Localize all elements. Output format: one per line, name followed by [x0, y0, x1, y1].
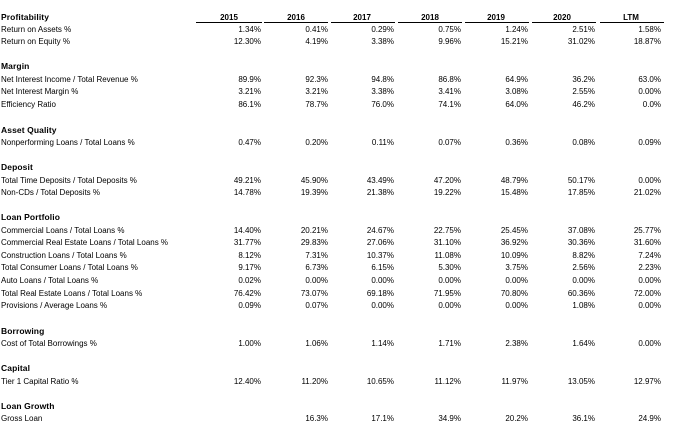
row-label: Net Interest Margin %: [1, 87, 79, 96]
year-header: 2018: [421, 13, 439, 22]
table-cell: 15.48%: [500, 188, 528, 197]
year-header: 2016: [287, 13, 305, 22]
table-cell: 45.90%: [300, 176, 328, 185]
table-cell: 17.85%: [567, 188, 595, 197]
section-title-borrowing: Borrowing: [1, 326, 45, 336]
section-title-margin: Margin: [1, 61, 30, 71]
table-cell: 20.2%: [505, 414, 528, 423]
table-cell: 86.1%: [238, 100, 261, 109]
table-cell: 0.36%: [505, 138, 528, 147]
row-label: Total Real Estate Loans / Total Loans %: [1, 289, 143, 298]
table-cell: 0.09%: [638, 138, 661, 147]
year-header: 2020: [553, 13, 571, 22]
table-cell: 31.02%: [567, 37, 595, 46]
header-underline: [264, 22, 328, 23]
table-cell: 0.00%: [638, 301, 661, 310]
table-cell: 2.23%: [638, 263, 661, 272]
header-underline: [600, 22, 664, 23]
table-cell: 0.09%: [238, 301, 261, 310]
table-row: [0, 187, 680, 198]
row-label: Total Consumer Loans / Total Loans %: [1, 263, 138, 272]
table-cell: 36.2%: [572, 75, 595, 84]
table-cell: 0.00%: [438, 276, 461, 285]
table-cell: 8.82%: [572, 251, 595, 260]
row-label: Commercial Real Estate Loans / Total Loans %: [1, 238, 169, 247]
table-cell: 70.80%: [500, 289, 528, 298]
section-title-profitability: Profitability: [1, 12, 50, 22]
table-cell: 6.15%: [371, 263, 394, 272]
year-header: LTM: [623, 13, 639, 22]
table-cell: 0.20%: [305, 138, 328, 147]
header-underline: [465, 22, 529, 23]
table-cell: 10.65%: [366, 377, 394, 386]
table-row: [0, 376, 680, 387]
table-cell: 24.67%: [366, 226, 394, 235]
table-cell: 0.00%: [505, 301, 528, 310]
table-cell: 1.14%: [371, 339, 394, 348]
table-cell: 29.83%: [300, 238, 328, 247]
table-cell: 72.00%: [633, 289, 661, 298]
table-cell: 0.00%: [638, 176, 661, 185]
table-cell: 1.34%: [238, 25, 261, 34]
table-cell: 31.10%: [433, 238, 461, 247]
table-cell: 1.08%: [572, 301, 595, 310]
table-cell: 1.24%: [505, 25, 528, 34]
table-cell: 2.56%: [572, 263, 595, 272]
table-cell: 9.17%: [238, 263, 261, 272]
table-cell: 15.21%: [500, 37, 528, 46]
table-cell: 76.0%: [371, 100, 394, 109]
header-underline: [331, 22, 395, 23]
table-cell: 20.21%: [300, 226, 328, 235]
table-row: [0, 225, 680, 236]
table-cell: 3.38%: [371, 37, 394, 46]
table-cell: 12.97%: [633, 377, 661, 386]
row-label: Auto Loans / Total Loans %: [1, 276, 99, 285]
table-row: [0, 262, 680, 273]
table-cell: 0.00%: [505, 276, 528, 285]
table-cell: 76.42%: [233, 289, 261, 298]
table-row: [0, 275, 680, 286]
table-row: [0, 300, 680, 311]
table-cell: 25.77%: [633, 226, 661, 235]
table-cell: 8.12%: [238, 251, 261, 260]
table-cell: 69.18%: [366, 289, 394, 298]
table-cell: 0.07%: [438, 138, 461, 147]
table-cell: 12.40%: [233, 377, 261, 386]
table-cell: 2.55%: [572, 87, 595, 96]
table-cell: 1.06%: [305, 339, 328, 348]
section-header: [0, 125, 680, 136]
table-cell: 37.08%: [567, 226, 595, 235]
table-cell: 13.05%: [567, 377, 595, 386]
table-cell: 48.79%: [500, 176, 528, 185]
table-cell: 10.09%: [500, 251, 528, 260]
table-cell: 4.19%: [305, 37, 328, 46]
year-header: 2015: [220, 13, 238, 22]
table-cell: 36.1%: [572, 414, 595, 423]
row-label: Non-CDs / Total Deposits %: [1, 188, 100, 197]
table-cell: 1.64%: [572, 339, 595, 348]
table-cell: 74.1%: [438, 100, 461, 109]
section-header: [0, 363, 680, 374]
header-underline: [398, 22, 462, 23]
table-cell: 2.38%: [505, 339, 528, 348]
section-title-loan-portfolio: Loan Portfolio: [1, 212, 61, 222]
table-cell: 0.47%: [238, 138, 261, 147]
table-cell: 36.92%: [500, 238, 528, 247]
table-cell: 73.07%: [300, 289, 328, 298]
table-row: [0, 36, 680, 47]
section-header: [0, 162, 680, 173]
section-title-deposit: Deposit: [1, 162, 33, 172]
table-cell: 0.41%: [305, 25, 328, 34]
table-cell: 21.38%: [366, 188, 394, 197]
header-underline: [532, 22, 596, 23]
table-cell: 43.49%: [366, 176, 394, 185]
header-underline: [196, 22, 262, 23]
table-cell: 49.21%: [233, 176, 261, 185]
table-cell: 0.00%: [572, 276, 595, 285]
row-label: Provisions / Average Loans %: [1, 301, 108, 310]
table-row: [0, 24, 680, 35]
table-cell: 46.2%: [572, 100, 595, 109]
table-cell: 18.87%: [633, 37, 661, 46]
table-cell: 50.17%: [567, 176, 595, 185]
table-cell: 78.7%: [305, 100, 328, 109]
table-row: [0, 237, 680, 248]
table-cell: 0.00%: [638, 276, 661, 285]
row-label: Nonperforming Loans / Total Loans %: [1, 138, 135, 147]
table-cell: 27.06%: [366, 238, 394, 247]
table-cell: 11.08%: [434, 251, 461, 260]
table-row: [0, 137, 680, 148]
table-cell: 2.51%: [572, 25, 595, 34]
table-cell: 21.02%: [633, 188, 661, 197]
table-cell: 1.58%: [638, 25, 661, 34]
row-label: Tier 1 Capital Ratio %: [1, 377, 79, 386]
table-cell: 1.00%: [238, 339, 261, 348]
table-cell: 25.45%: [500, 226, 528, 235]
table-cell: 19.22%: [433, 188, 461, 197]
year-header: 2019: [487, 13, 505, 22]
table-row: [0, 250, 680, 261]
table-cell: 3.75%: [505, 263, 528, 272]
table-cell: 9.96%: [438, 37, 461, 46]
table-cell: 11.97%: [501, 377, 528, 386]
table-cell: 64.9%: [505, 75, 528, 84]
row-label: Gross Loan: [1, 414, 43, 423]
table-cell: 14.78%: [233, 188, 261, 197]
row-label: Efficiency Ratio: [1, 100, 56, 109]
table-cell: 3.21%: [238, 87, 261, 96]
table-cell: 3.08%: [505, 87, 528, 96]
table-cell: 14.40%: [233, 226, 261, 235]
table-cell: 5.30%: [438, 263, 461, 272]
table-row: [0, 99, 680, 110]
table-cell: 7.31%: [305, 251, 328, 260]
section-title-asset-quality: Asset Quality: [1, 125, 57, 135]
section-header: [0, 401, 680, 412]
table-cell: 0.75%: [438, 25, 461, 34]
table-cell: 0.08%: [572, 138, 595, 147]
row-label: Cost of Total Borrowings %: [1, 339, 97, 348]
table-cell: 47.20%: [433, 176, 461, 185]
table-cell: 30.36%: [567, 238, 595, 247]
table-cell: 11.12%: [434, 377, 461, 386]
table-cell: 0.29%: [371, 25, 394, 34]
table-cell: 0.00%: [638, 87, 661, 96]
year-header: 2017: [353, 13, 371, 22]
table-cell: 0.0%: [642, 100, 661, 109]
table-cell: 31.77%: [233, 238, 261, 247]
table-cell: 1.71%: [438, 339, 461, 348]
table-cell: 89.9%: [238, 75, 261, 84]
table-cell: 63.0%: [638, 75, 661, 84]
table-cell: 64.0%: [505, 100, 528, 109]
table-row: [0, 175, 680, 186]
row-label: Return on Assets %: [1, 25, 72, 34]
table-cell: 3.21%: [305, 87, 328, 96]
table-cell: 24.9%: [638, 414, 661, 423]
section-header: [0, 61, 680, 72]
table-cell: 0.07%: [305, 301, 328, 310]
section-title-loan-growth: Loan Growth: [1, 401, 55, 411]
table-row: [0, 413, 680, 424]
table-cell: 31.60%: [633, 238, 661, 247]
table-cell: 71.95%: [433, 289, 461, 298]
table-row: [0, 338, 680, 349]
table-row: [0, 86, 680, 97]
row-label: Net Interest Income / Total Revenue %: [1, 75, 138, 84]
table-cell: 17.1%: [371, 414, 394, 423]
table-cell: 19.39%: [300, 188, 328, 197]
table-row: [0, 74, 680, 85]
table-cell: 0.00%: [371, 276, 394, 285]
table-cell: 16.3%: [305, 414, 328, 423]
table-cell: 7.24%: [638, 251, 661, 260]
table-cell: 0.00%: [638, 339, 661, 348]
table-cell: 0.11%: [371, 138, 394, 147]
table-cell: 34.9%: [438, 414, 461, 423]
table-cell: 60.36%: [567, 289, 595, 298]
table-cell: 10.37%: [366, 251, 394, 260]
section-header: [0, 326, 680, 337]
table-cell: 3.38%: [371, 87, 394, 96]
table-cell: 22.75%: [433, 226, 461, 235]
section-header: [0, 212, 680, 223]
header-row: [0, 12, 680, 23]
section-title-capital: Capital: [1, 363, 31, 373]
table-cell: 11.20%: [301, 377, 328, 386]
table-cell: 3.41%: [438, 87, 461, 96]
row-label: Construction Loans / Total Loans %: [1, 251, 127, 260]
table-cell: 0.00%: [438, 301, 461, 310]
table-cell: 94.8%: [371, 75, 394, 84]
table-cell: 0.02%: [238, 276, 261, 285]
table-cell: 0.00%: [371, 301, 394, 310]
table-row: [0, 288, 680, 299]
table-cell: 12.30%: [233, 37, 261, 46]
table-cell: 92.3%: [305, 75, 328, 84]
row-label: Return on Equity %: [1, 37, 70, 46]
table-cell: 0.00%: [305, 276, 328, 285]
table-cell: 6.73%: [305, 263, 328, 272]
row-label: Total Time Deposits / Total Deposits %: [1, 176, 137, 185]
table-cell: 86.8%: [438, 75, 461, 84]
row-label: Commercial Loans / Total Loans %: [1, 226, 125, 235]
